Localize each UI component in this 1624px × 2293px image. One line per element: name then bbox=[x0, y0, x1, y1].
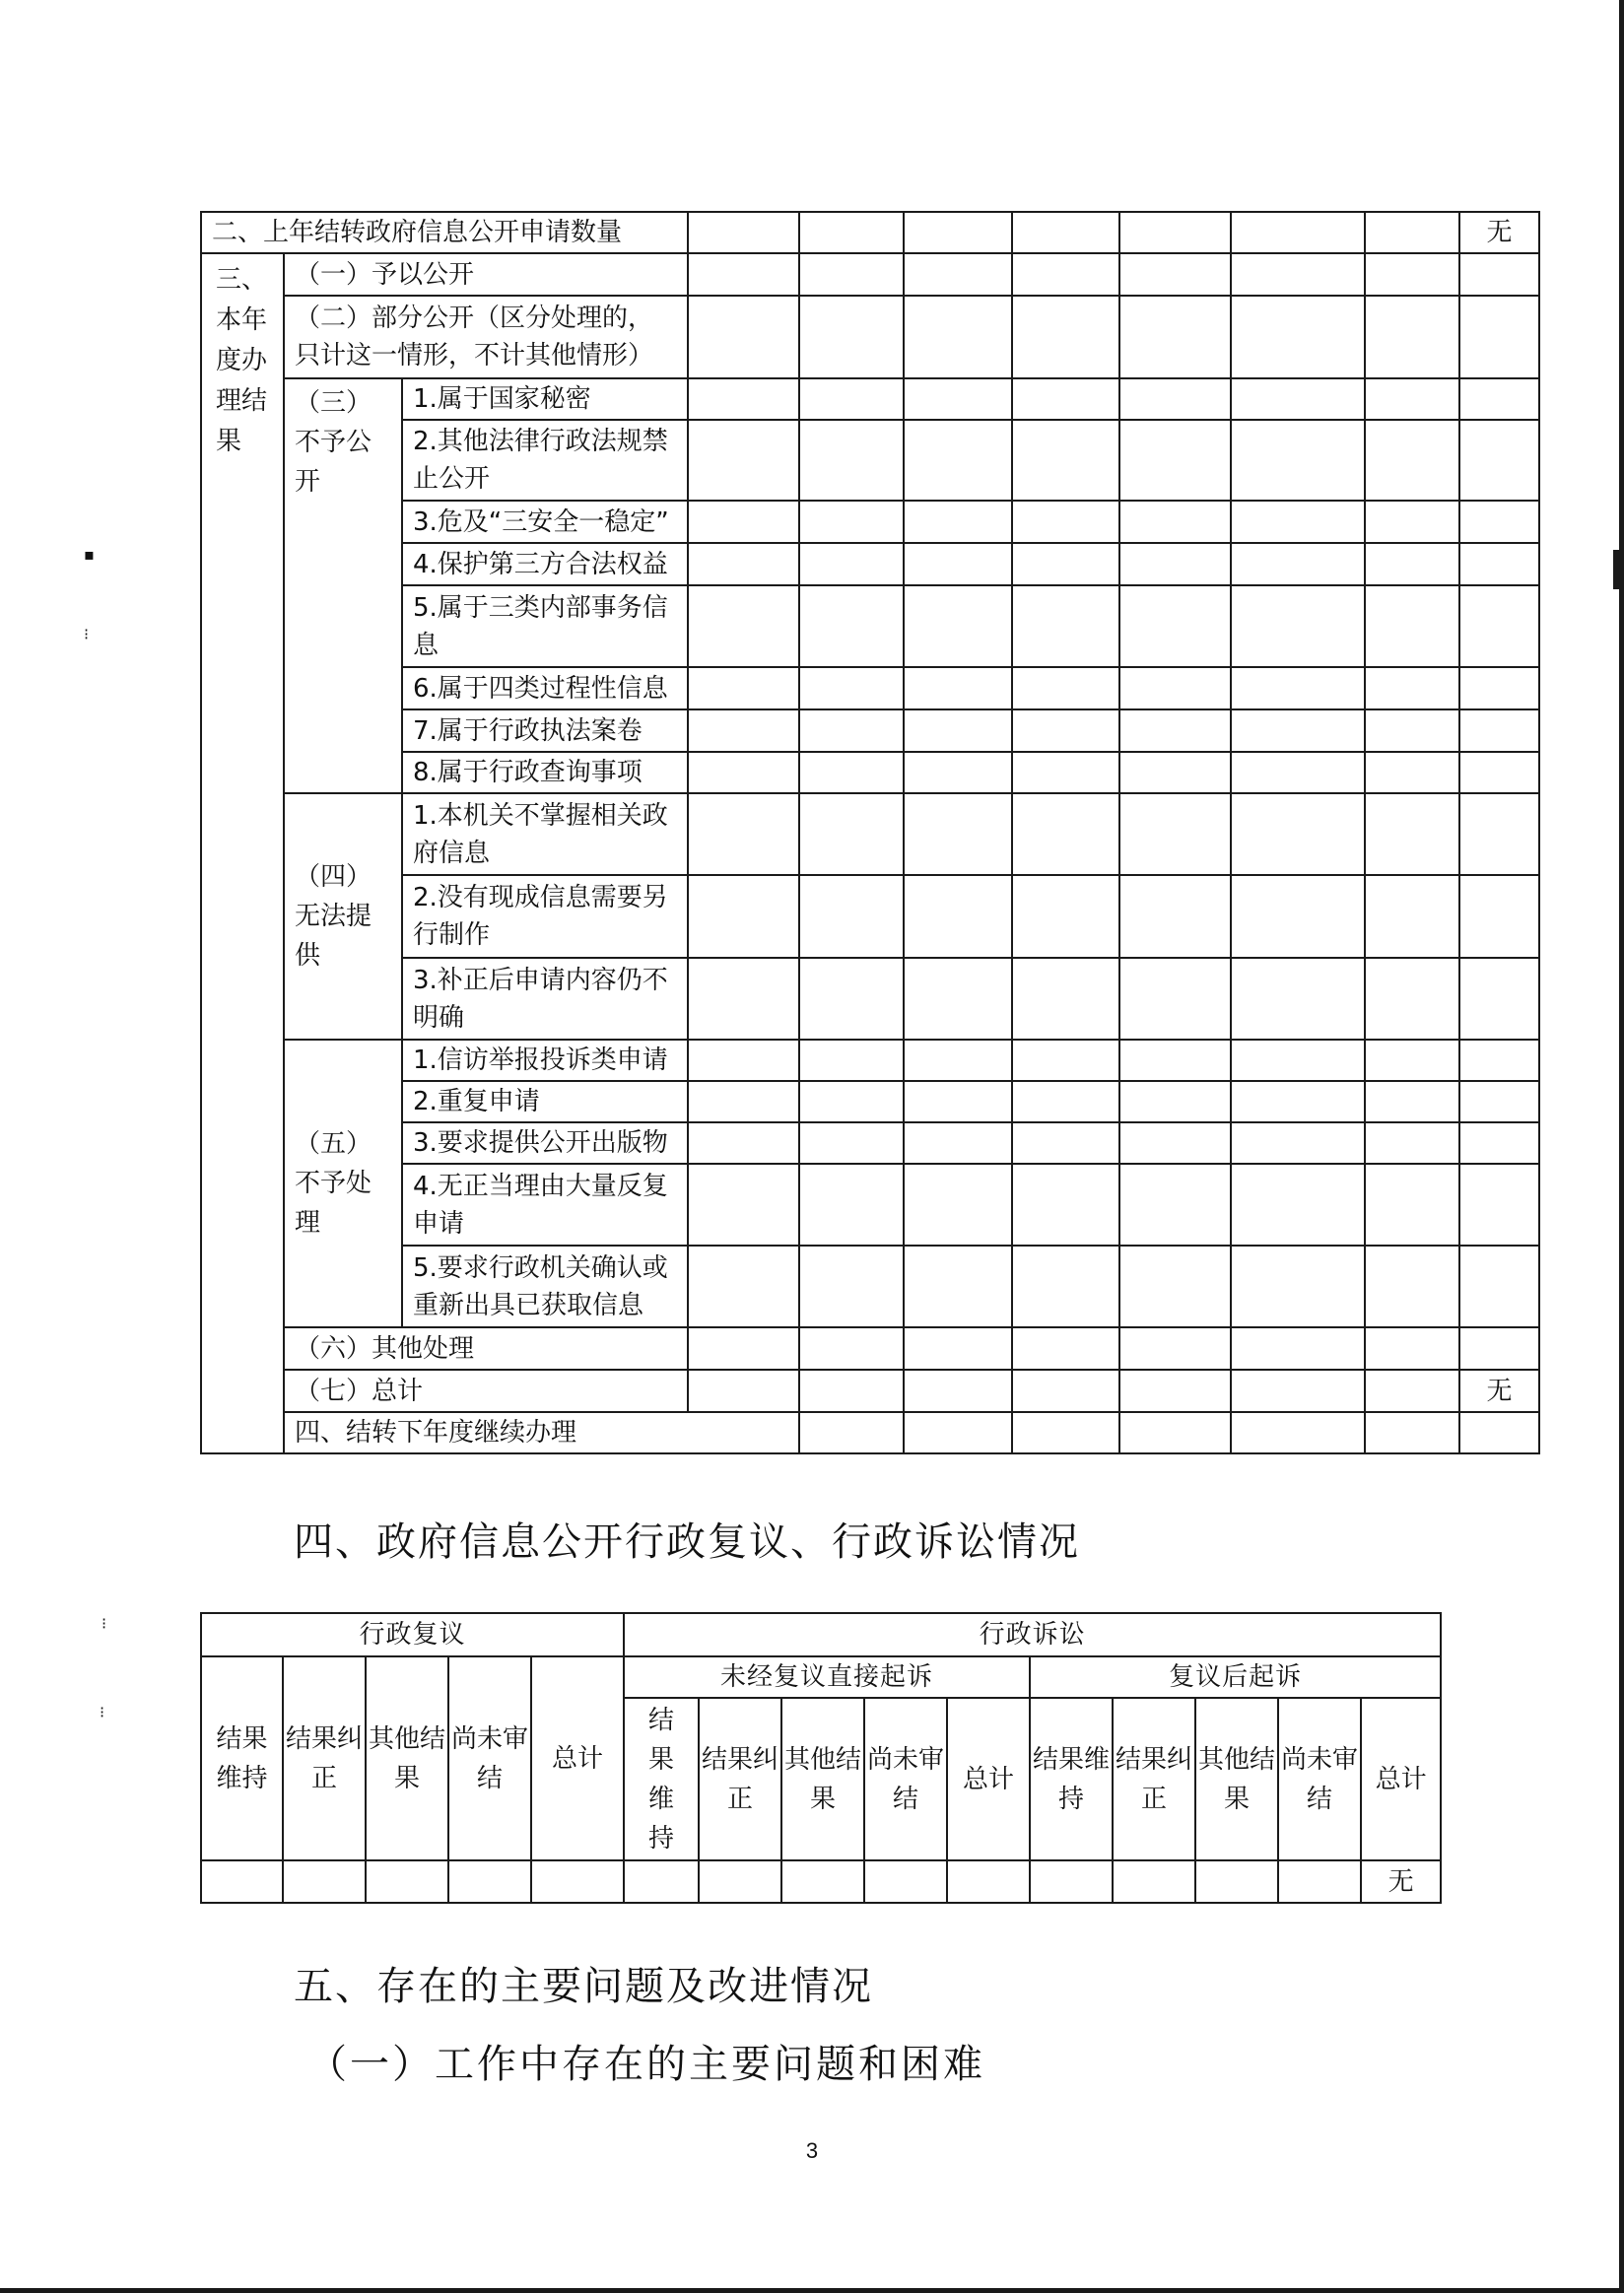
scan-speck: ⁝ bbox=[102, 1614, 107, 1633]
column-header: 其他结果 bbox=[366, 1656, 448, 1860]
section-heading: 五、存在的主要问题及改进情况 bbox=[294, 1964, 873, 2009]
group-header: 行政诉讼 bbox=[624, 1613, 1441, 1656]
table-row bbox=[201, 501, 1539, 543]
column-header: 总计 bbox=[531, 1656, 624, 1860]
table-row bbox=[201, 585, 1539, 667]
group-header: 行政复议 bbox=[201, 1613, 624, 1656]
table-row bbox=[201, 752, 1539, 793]
column-header: 结果纠正 bbox=[699, 1698, 781, 1860]
column-header: 总计 bbox=[947, 1698, 1030, 1860]
column-header: 尚未审结 bbox=[1278, 1698, 1361, 1860]
scan-edge-right bbox=[1619, 0, 1624, 2293]
row-label: （六）其他处理 bbox=[284, 1327, 688, 1370]
row-label: （七）总计 bbox=[284, 1370, 688, 1412]
item-label: 3.危及“三安全一稳定” bbox=[402, 501, 688, 543]
column-header: 结果维持 bbox=[201, 1656, 283, 1860]
table-row bbox=[201, 1370, 1539, 1412]
column-header: 结果纠正 bbox=[283, 1656, 366, 1860]
item-label: 4.保护第三方合法权益 bbox=[402, 543, 688, 585]
processing-results-table bbox=[200, 211, 1540, 1454]
category-label: 三、本年度办理结果 bbox=[201, 253, 284, 1453]
table-row bbox=[201, 253, 1539, 296]
table-row bbox=[201, 420, 1539, 501]
table-row bbox=[201, 212, 1539, 253]
table-row bbox=[201, 1656, 1441, 1698]
item-label: 2.其他法律行政法规禁止公开 bbox=[402, 420, 688, 501]
table-row bbox=[201, 543, 1539, 585]
column-header: 尚未审结 bbox=[448, 1656, 531, 1860]
scan-speck: ▪ bbox=[84, 545, 95, 564]
item-label: 5.属于三类内部事务信息 bbox=[402, 585, 688, 667]
subgroup-label: （四）无法提供 bbox=[284, 793, 402, 1040]
table-row bbox=[201, 1246, 1539, 1327]
scan-speck: ⁝ bbox=[100, 1703, 105, 1721]
row-label: 四、结转下年度继续办理 bbox=[284, 1412, 799, 1453]
item-label: 8.属于行政查询事项 bbox=[402, 752, 688, 793]
table-row bbox=[201, 793, 1539, 875]
table-row bbox=[201, 709, 1539, 752]
table-row bbox=[201, 1081, 1539, 1122]
sub-heading: （一）工作中存在的主要问题和困难 bbox=[307, 2042, 985, 2087]
item-label: 4.无正当理由大量反复申请 bbox=[402, 1164, 688, 1246]
item-label: 5.要求行政机关确认或重新出具已获取信息 bbox=[402, 1246, 688, 1327]
item-label: 1.本机关不掌握相关政府信息 bbox=[402, 793, 688, 875]
column-header: 尚未审结 bbox=[864, 1698, 947, 1860]
item-label: 1.属于国家秘密 bbox=[402, 378, 688, 420]
column-header: 结果维持 bbox=[1030, 1698, 1113, 1860]
column-header: 其他结果 bbox=[1195, 1698, 1278, 1860]
table-row bbox=[201, 1860, 1441, 1903]
column-header: 总计 bbox=[1361, 1698, 1441, 1860]
table-row bbox=[201, 1613, 1441, 1656]
row-label: 二、上年结转政府信息公开申请数量 bbox=[201, 212, 688, 253]
total-cell: 无 bbox=[1361, 1860, 1441, 1903]
subgroup-header: 复议后起诉 bbox=[1030, 1656, 1441, 1698]
item-label: 2.没有现成信息需要另行制作 bbox=[402, 875, 688, 958]
scan-edge-mark bbox=[1613, 550, 1619, 589]
item-label: 3.补正后申请内容仍不明确 bbox=[402, 958, 688, 1040]
column-header: 结果纠正 bbox=[1113, 1698, 1195, 1860]
table-row bbox=[201, 1164, 1539, 1246]
page-number: 3 bbox=[805, 2138, 819, 2163]
review-litigation-table bbox=[200, 1612, 1442, 1904]
row-label: （二）部分公开（区分处理的，只计这一情形，不计其他情形） bbox=[284, 296, 688, 378]
item-label: 3.要求提供公开出版物 bbox=[402, 1122, 688, 1164]
subgroup-label: （五）不予处理 bbox=[284, 1040, 402, 1327]
table-row bbox=[201, 1327, 1539, 1370]
total-cell: 无 bbox=[1459, 1370, 1539, 1412]
table-row bbox=[201, 1412, 1539, 1453]
table-row bbox=[201, 958, 1539, 1040]
section-heading: 四、政府信息公开行政复议、行政诉讼情况 bbox=[294, 1519, 1080, 1565]
subgroup-header: 未经复议直接起诉 bbox=[624, 1656, 1030, 1698]
scan-edge-bottom bbox=[0, 2288, 1624, 2293]
table-row bbox=[201, 667, 1539, 709]
column-header: 其他结果 bbox=[781, 1698, 864, 1860]
item-label: 6.属于四类过程性信息 bbox=[402, 667, 688, 709]
table-row bbox=[201, 378, 1539, 420]
table-row bbox=[201, 875, 1539, 958]
scan-speck: ⁝ bbox=[84, 625, 90, 643]
item-label: 1.信访举报投诉类申请 bbox=[402, 1040, 688, 1081]
row-label: （一）予以公开 bbox=[284, 253, 688, 296]
table-row bbox=[201, 1040, 1539, 1081]
total-cell: 无 bbox=[1459, 212, 1539, 253]
column-header: 结果维持 bbox=[624, 1698, 699, 1860]
table-row bbox=[201, 296, 1539, 378]
table-row bbox=[201, 1122, 1539, 1164]
subgroup-label: （三）不予公开 bbox=[284, 378, 402, 793]
item-label: 7.属于行政执法案卷 bbox=[402, 709, 688, 752]
item-label: 2.重复申请 bbox=[402, 1081, 688, 1122]
